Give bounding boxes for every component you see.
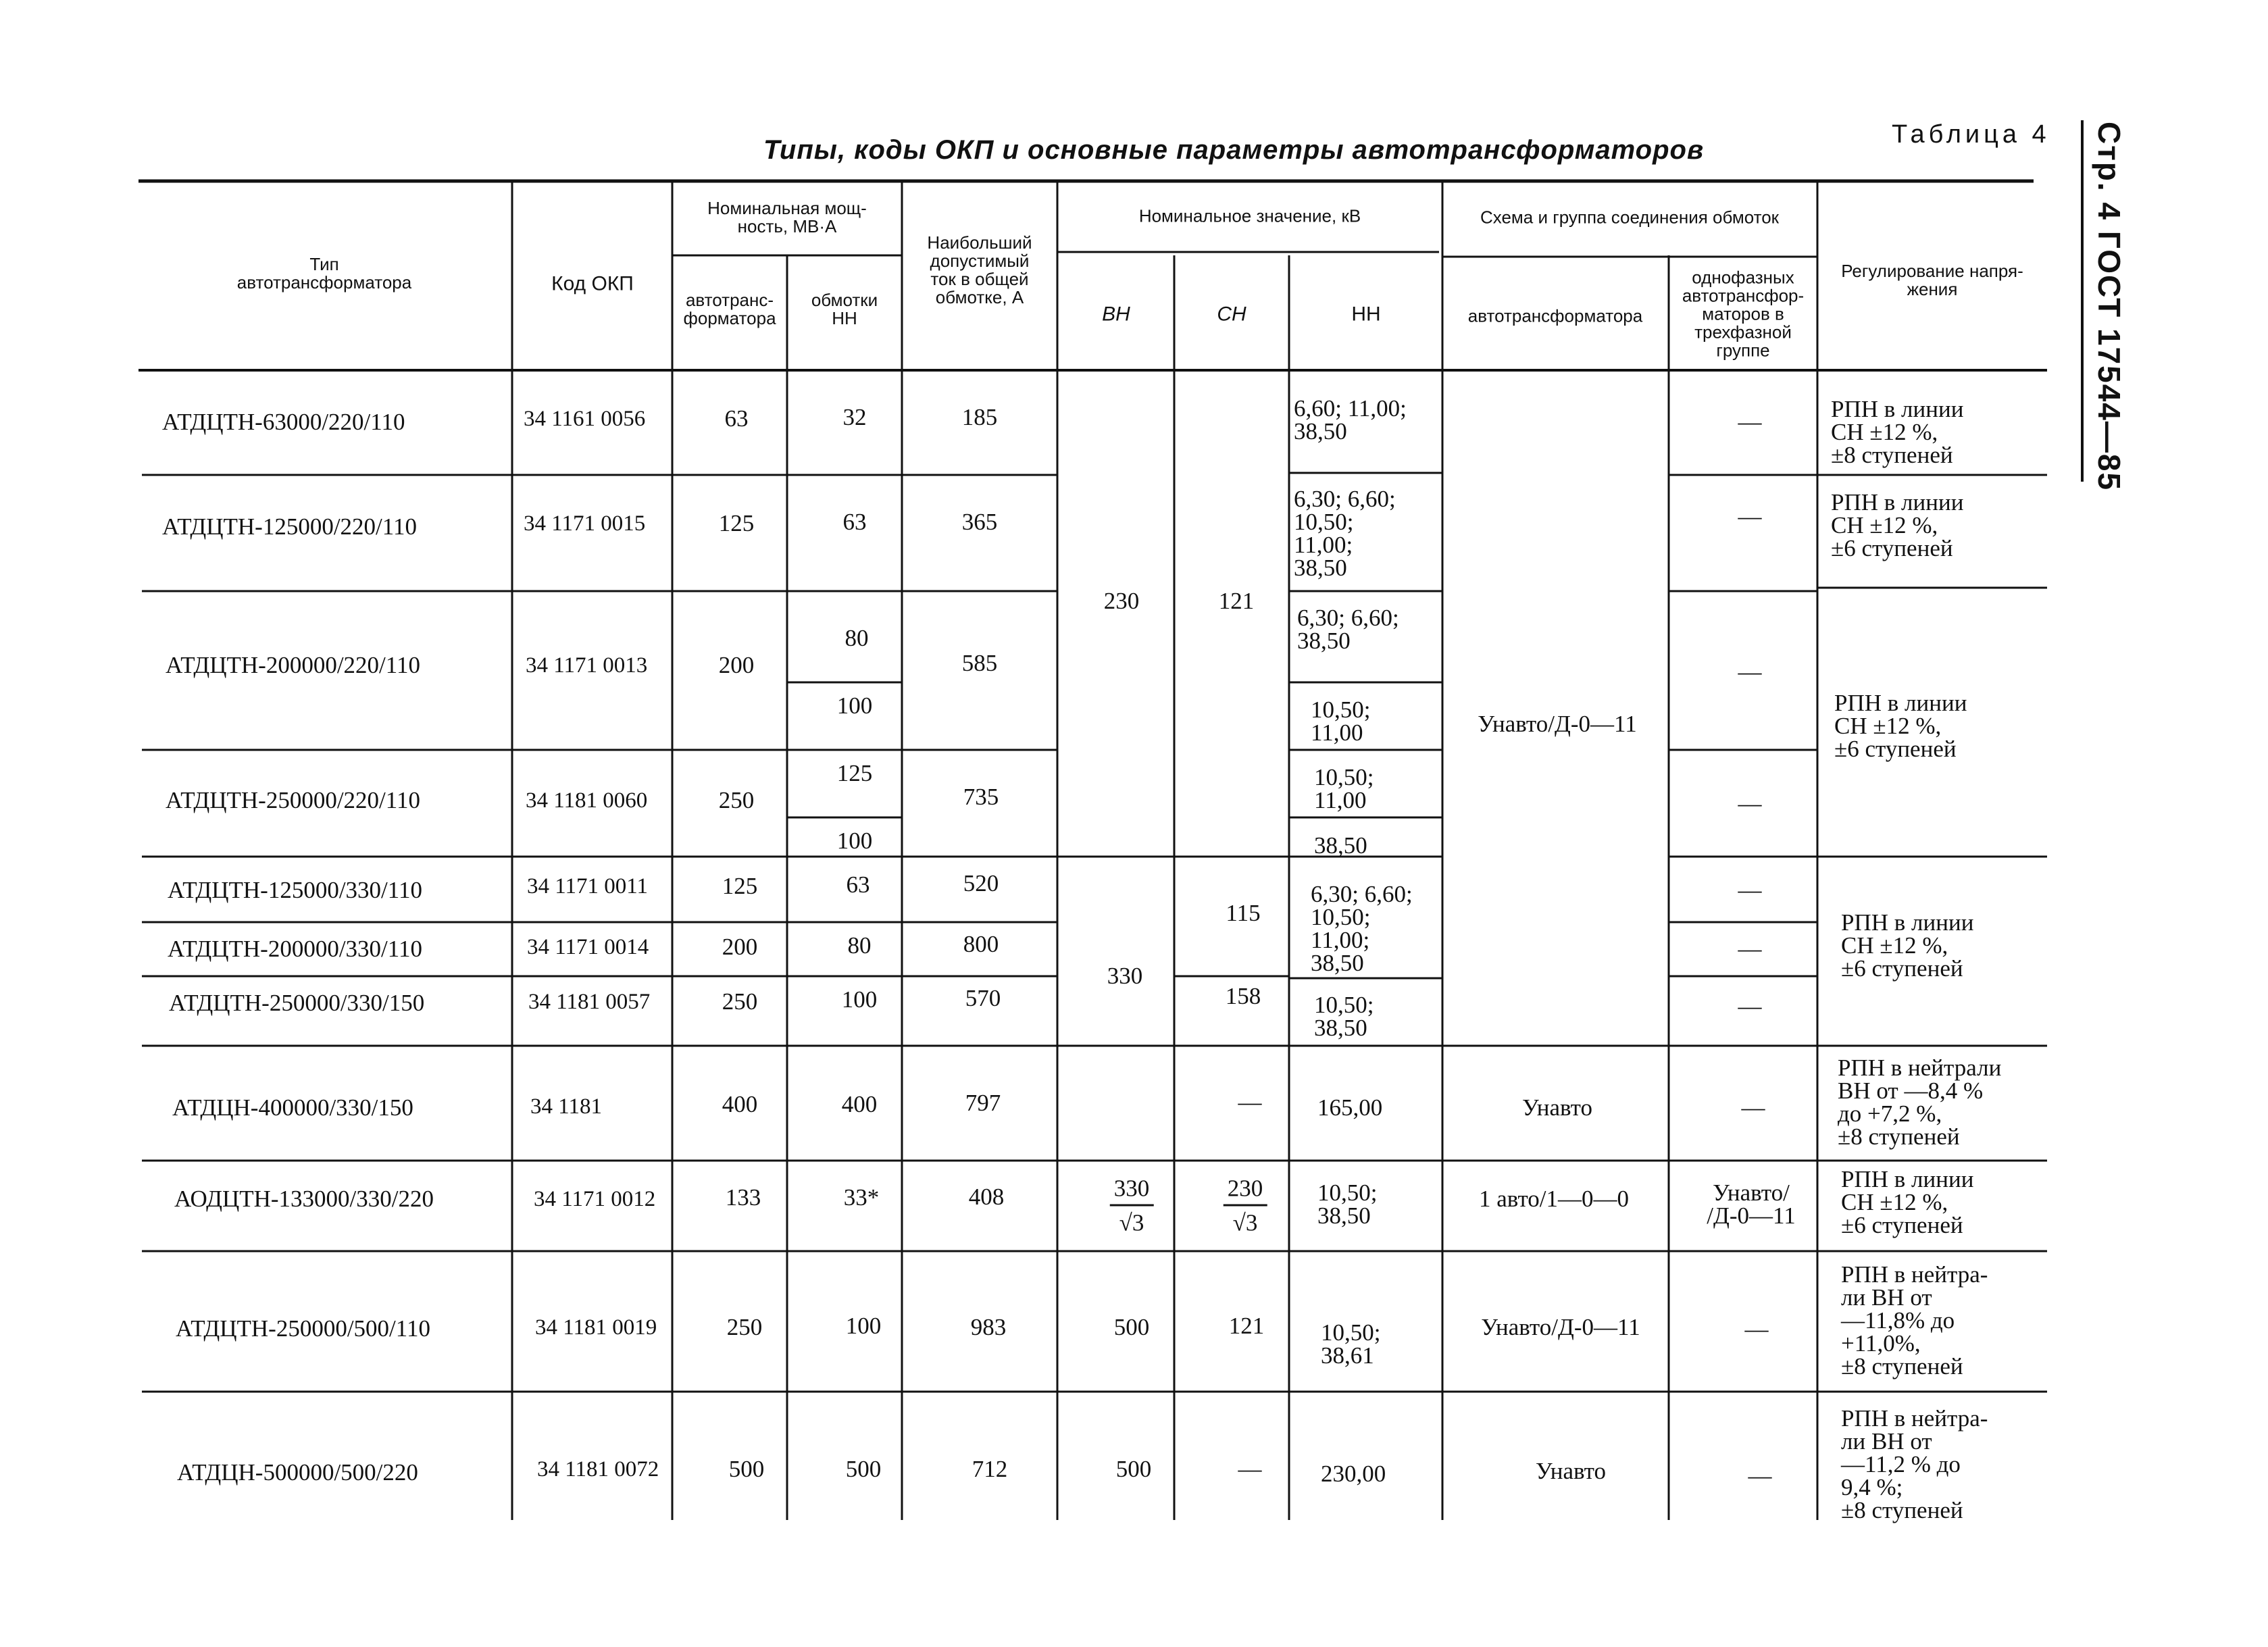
row-9-power-auto: 133 xyxy=(725,1184,761,1211)
row-11-single: — xyxy=(1748,1463,1772,1489)
row-10-regulation: РПН в нейтра- ли ВН от —11,8% до +11,0%, ±8 ступеней xyxy=(1841,1261,1988,1379)
row-7-power-auto: 250 xyxy=(722,988,758,1015)
vn-330-merged: 330 xyxy=(1107,963,1143,989)
row-4-power-nn-b: 100 xyxy=(836,828,873,854)
row-5-okp: 34 1171 0011 xyxy=(527,874,649,898)
row-9-vn-numerator: 330 xyxy=(1110,1176,1154,1207)
row-11-sn: — xyxy=(1238,1456,1262,1482)
row-1-okp: 34 1161 0056 xyxy=(524,407,646,431)
row-7-single: — xyxy=(1738,993,1762,1019)
header-scheme-group: Схема и группа соединения обмоток xyxy=(1480,207,1780,228)
sn-220-merged: 121 xyxy=(1218,588,1255,614)
row-7-type: АТДЦТН-250000/330/150 xyxy=(169,990,425,1016)
row-4-nn-a: 10,50; 11,00 xyxy=(1314,764,1374,813)
row-2-single: — xyxy=(1738,503,1762,530)
row-2-power-auto: 125 xyxy=(718,510,755,536)
row-7-sn: 158 xyxy=(1225,983,1261,1009)
row-10-sn: 121 xyxy=(1228,1313,1265,1339)
row-1-single: — xyxy=(1738,409,1762,435)
row-4-nn-b: 38,50 xyxy=(1314,832,1367,859)
row-9-sn-fraction xyxy=(1224,1176,1267,1236)
row-10-vn: 500 xyxy=(1113,1314,1150,1340)
header-nn: НН xyxy=(1351,303,1381,326)
header-okp: Код ОКП xyxy=(551,272,634,295)
row-9-regulation: РПН в линии СН ±12 %, ±6 ступеней xyxy=(1841,1166,1974,1238)
header-power-nn: обмотки НН xyxy=(811,290,878,328)
row-11-type: АТДЦН-500000/500/220 xyxy=(177,1459,418,1486)
row-10-single: — xyxy=(1744,1316,1769,1342)
vn-220-merged: 230 xyxy=(1103,588,1140,614)
row-8-single: — xyxy=(1741,1094,1765,1121)
row-9-scheme: 1 авто/1—0—0 xyxy=(1479,1186,1629,1212)
row-10-okp: 34 1181 0019 xyxy=(535,1315,657,1340)
row-3-type: АТДЦТН-200000/220/110 xyxy=(166,652,420,678)
row-4-single: — xyxy=(1738,790,1762,817)
row-8-current: 797 xyxy=(965,1090,1001,1116)
row-4-okp: 34 1181 0060 xyxy=(526,788,648,813)
row-11-power-nn: 500 xyxy=(845,1456,882,1482)
row-8-power-nn: 400 xyxy=(841,1091,878,1117)
row-7-nn: 10,50; 38,50 xyxy=(1314,992,1374,1041)
row-11-scheme: Унавто xyxy=(1536,1458,1606,1484)
row-8-type: АТДЦН-400000/330/150 xyxy=(172,1094,413,1121)
row-2-nn: 6,30; 6,60; 10,50; 11,00; 38,50 xyxy=(1294,486,1396,581)
row-10-current: 983 xyxy=(970,1314,1007,1340)
row-2-okp: 34 1171 0015 xyxy=(524,511,646,536)
row-8-nn: 165,00 xyxy=(1317,1094,1383,1121)
row-9-type: АОДЦТН-133000/330/220 xyxy=(174,1186,434,1212)
header-current: Наибольший допустимый ток в общей обмотке, А xyxy=(927,232,1032,307)
row-6-type: АТДЦТН-200000/330/110 xyxy=(168,936,422,962)
row-10-scheme: Унавто/Д-0—11 xyxy=(1481,1314,1640,1340)
row-9-sn-denominator: √3 xyxy=(1232,1209,1258,1236)
header-regulation: Регулирование напря- жения xyxy=(1841,261,2023,299)
row-8-sn: — xyxy=(1238,1089,1262,1115)
header-vn: ВН xyxy=(1102,303,1130,326)
row-8-regulation: РПН в нейтрали ВН от —8,4 % до +7,2 %, ±8 ступеней xyxy=(1838,1055,2002,1150)
row-11-nn: 230,00 xyxy=(1321,1461,1386,1487)
row-3-power-auto: 200 xyxy=(718,652,755,678)
row-9-sn-numerator: 230 xyxy=(1224,1176,1267,1207)
row-3-single: — xyxy=(1738,659,1762,685)
row-11-current: 712 xyxy=(972,1456,1008,1482)
scheme-merged: Унавто/Д-0—11 xyxy=(1478,711,1637,737)
row-5-power-nn: 63 xyxy=(846,871,870,898)
row-9-power-nn: 33* xyxy=(843,1184,880,1211)
row-10-power-auto: 250 xyxy=(726,1314,763,1340)
row-6-power-nn: 80 xyxy=(847,932,872,959)
row-3-nn-b: 10,50; 11,00 xyxy=(1311,696,1371,746)
row-5-current: 520 xyxy=(963,870,999,896)
row-5-single: — xyxy=(1738,877,1762,903)
row-3-power-nn-a: 80 xyxy=(845,625,869,651)
row-5-type: АТДЦТН-125000/330/110 xyxy=(168,877,422,903)
row-1-power-nn: 32 xyxy=(842,404,867,430)
row-3-power-nn-b: 100 xyxy=(836,692,873,719)
row-9-vn-fraction xyxy=(1110,1176,1154,1236)
row-9-vn-denominator: √3 xyxy=(1119,1209,1144,1236)
row-9-single: Унавто/ /Д-0—11 xyxy=(1707,1180,1796,1229)
row-11-okp: 34 1181 0072 xyxy=(537,1457,659,1481)
nn-330-merged: 6,30; 6,60; 10,50; 11,00; 38,50 xyxy=(1311,881,1413,976)
row-6-power-auto: 200 xyxy=(722,934,758,960)
row-6-okp: 34 1171 0014 xyxy=(527,935,649,959)
row-6-single: — xyxy=(1738,936,1762,962)
row-2-regulation: РПН в линии СН ±12 %, ±6 ступеней xyxy=(1831,489,1964,561)
reg-220-merged: РПН в линии СН ±12 %, ±6 ступеней xyxy=(1834,690,1967,762)
row-6-current: 800 xyxy=(963,931,999,957)
row-7-current: 570 xyxy=(965,985,1001,1011)
row-9-nn: 10,50; 38,50 xyxy=(1317,1180,1378,1229)
row-11-power-auto: 500 xyxy=(728,1456,765,1482)
row-2-current: 365 xyxy=(961,509,998,535)
table-number: Таблица 4 xyxy=(1892,120,2050,149)
row-4-type: АТДЦТН-250000/220/110 xyxy=(166,787,420,813)
row-1-power-auto: 63 xyxy=(724,405,749,432)
row-8-okp: 34 1181 xyxy=(530,1094,603,1119)
row-4-current: 735 xyxy=(963,784,999,810)
row-7-power-nn: 100 xyxy=(841,986,878,1013)
row-11-vn: 500 xyxy=(1115,1456,1152,1482)
row-9-current: 408 xyxy=(968,1184,1005,1210)
row-1-nn: 6,60; 11,00; 38,50 xyxy=(1294,395,1407,445)
sn-330-merged: 115 xyxy=(1226,900,1261,926)
row-4-power-auto: 250 xyxy=(718,787,755,813)
reg-330-merged: РПН в линии СН ±12 %, ±6 ступеней xyxy=(1841,909,1974,982)
page-header-vertical: Стр. 4 ГОСТ 17544—85 xyxy=(2092,122,2127,492)
row-1-type: АТДЦТН-63000/220/110 xyxy=(162,409,405,435)
row-1-regulation: РПН в линии СН ±12 %, ±8 ступеней xyxy=(1831,396,1964,468)
header-voltage-group: Номинальное значение, кВ xyxy=(1138,205,1361,226)
header-power-auto: автотранс- форматора xyxy=(683,290,776,328)
row-2-power-nn: 63 xyxy=(842,509,867,535)
row-10-nn: 10,50; 38,61 xyxy=(1321,1319,1381,1369)
row-9-okp: 34 1171 0012 xyxy=(534,1187,656,1211)
row-1-current: 185 xyxy=(961,404,998,430)
header-sn: СН xyxy=(1217,303,1246,326)
header-power-group: Номинальная мощ- ность, МВ·А xyxy=(707,198,867,236)
row-3-okp: 34 1171 0013 xyxy=(526,653,648,678)
row-11-regulation: РПН в нейтра- ли ВН от —11,2 % до 9,4 %; ±8 ступеней xyxy=(1841,1405,1988,1523)
row-5-power-auto: 125 xyxy=(722,873,758,899)
header-scheme-auto: автотрансформатора xyxy=(1467,305,1643,326)
table-title: Типы, коды ОКП и основные параметры автотрансформаторов xyxy=(763,135,1705,165)
row-2-type: АТДЦТН-125000/220/110 xyxy=(162,513,417,540)
header-scheme-single: однофазных автотрансфор- маторов в трехфазной группе xyxy=(1682,267,1805,361)
row-3-current: 585 xyxy=(961,650,998,676)
row-7-okp: 34 1181 0057 xyxy=(528,990,651,1014)
row-8-scheme: Унавто xyxy=(1522,1094,1592,1121)
row-10-type: АТДЦТН-250000/500/110 xyxy=(176,1315,430,1342)
row-4-power-nn-a: 125 xyxy=(836,760,873,786)
row-8-power-auto: 400 xyxy=(722,1091,758,1117)
header-type: Тип автотрансформатора xyxy=(236,254,412,293)
row-10-power-nn: 100 xyxy=(845,1313,882,1339)
row-3-nn-a: 6,30; 6,60; 38,50 xyxy=(1297,605,1399,654)
